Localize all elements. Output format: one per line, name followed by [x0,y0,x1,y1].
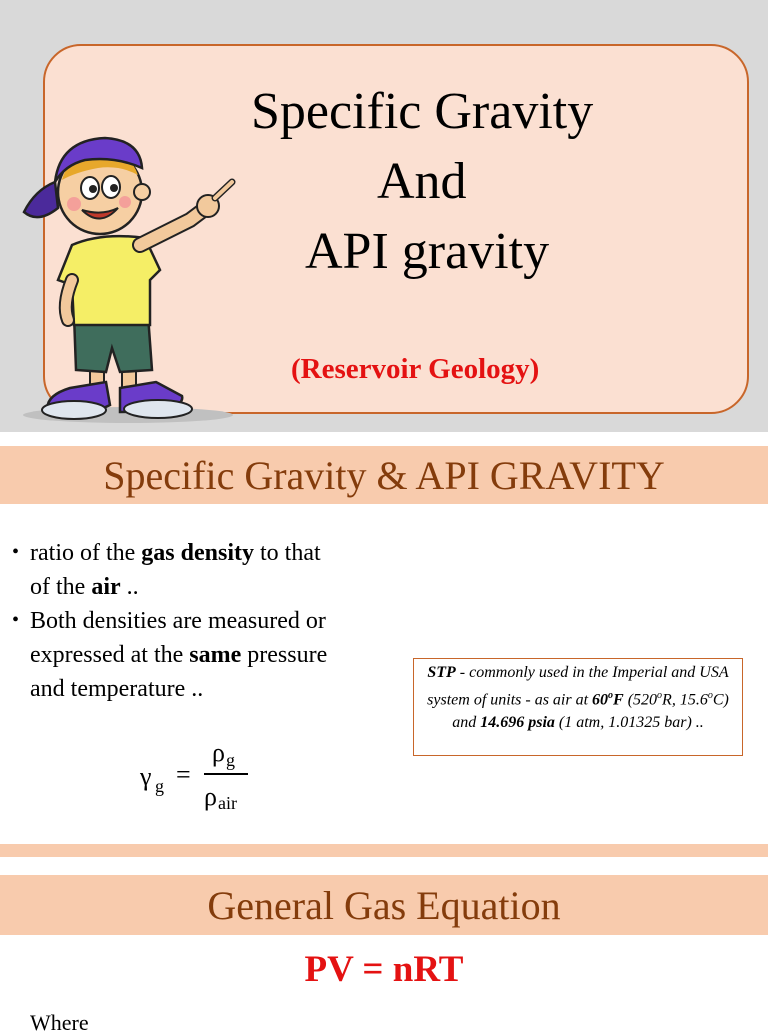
title-slide [0,0,768,432]
stp-temp: 60 [592,691,609,709]
degree-mark: o [657,690,663,701]
bullet-text: pressure [241,642,328,668]
slide3-heading: General Gas Equation [207,883,561,928]
stp-text: C) and [452,691,729,732]
degree-mark: o [608,690,614,701]
slide-separator-band [0,844,768,857]
title-line-1: Specific Gravity [251,83,594,140]
formula-numerator-subscript: g [226,750,235,770]
bullet-item [10,604,400,706]
degree-mark: o [707,690,713,701]
bullet-list [10,536,400,706]
stp-temp-unit: F [613,691,624,709]
formula-gamma-subscript: g [155,776,164,796]
formula-fraction-bar [204,773,248,775]
cartoon-boy-illustration [10,120,250,430]
stp-label: STP [427,664,456,681]
bullet-bold-text: same [189,642,242,668]
bullet-text: expressed at the [30,642,190,668]
slide3-heading-banner [0,875,768,935]
stp-text: - commonly used in the Imperial and USA system of units - as air at [427,664,729,709]
stp-note-box [413,658,743,756]
bullet-text: .. [120,574,139,600]
slide2-heading: Specific Gravity & API GRAVITY [103,453,665,498]
stp-text: R, 15.6 [662,691,708,709]
formula-denominator-subscript: air [218,793,237,813]
formula-rho-denominator: ρ [204,782,217,811]
slide-separator [0,432,768,446]
stp-text: (520 [623,691,658,709]
stp-text: (1 atm, 1.01325 bar) .. [554,714,704,732]
bullet-text: Both densities are measured or [30,608,326,634]
title-line-3: API gravity [305,223,550,280]
bullet-text: to that [253,540,321,566]
where-label: Where [30,1010,89,1035]
bullet-bold-text: air [91,574,121,600]
formula-equals: = [176,760,191,789]
bullet-text: and temperature .. [30,676,204,702]
bullet-text: of the [30,574,92,600]
formula-rho-numerator: ρ [212,738,225,767]
bullet-text: ratio of the [30,540,142,566]
bullet-item [10,536,400,604]
stp-pressure: 14.696 psia [480,714,555,732]
bullet-dot-icon: • [12,609,20,631]
title-line-2: And [377,153,467,210]
formula-gamma: γ [140,762,152,791]
subtitle: (Reservoir Geology) [291,353,540,385]
gas-equation: PV = nRT [304,949,464,990]
specific-gravity-formula [140,738,260,818]
slide2-heading-banner [0,446,768,504]
bullet-bold-text: gas density [141,540,254,566]
bullet-dot-icon: • [12,541,20,563]
